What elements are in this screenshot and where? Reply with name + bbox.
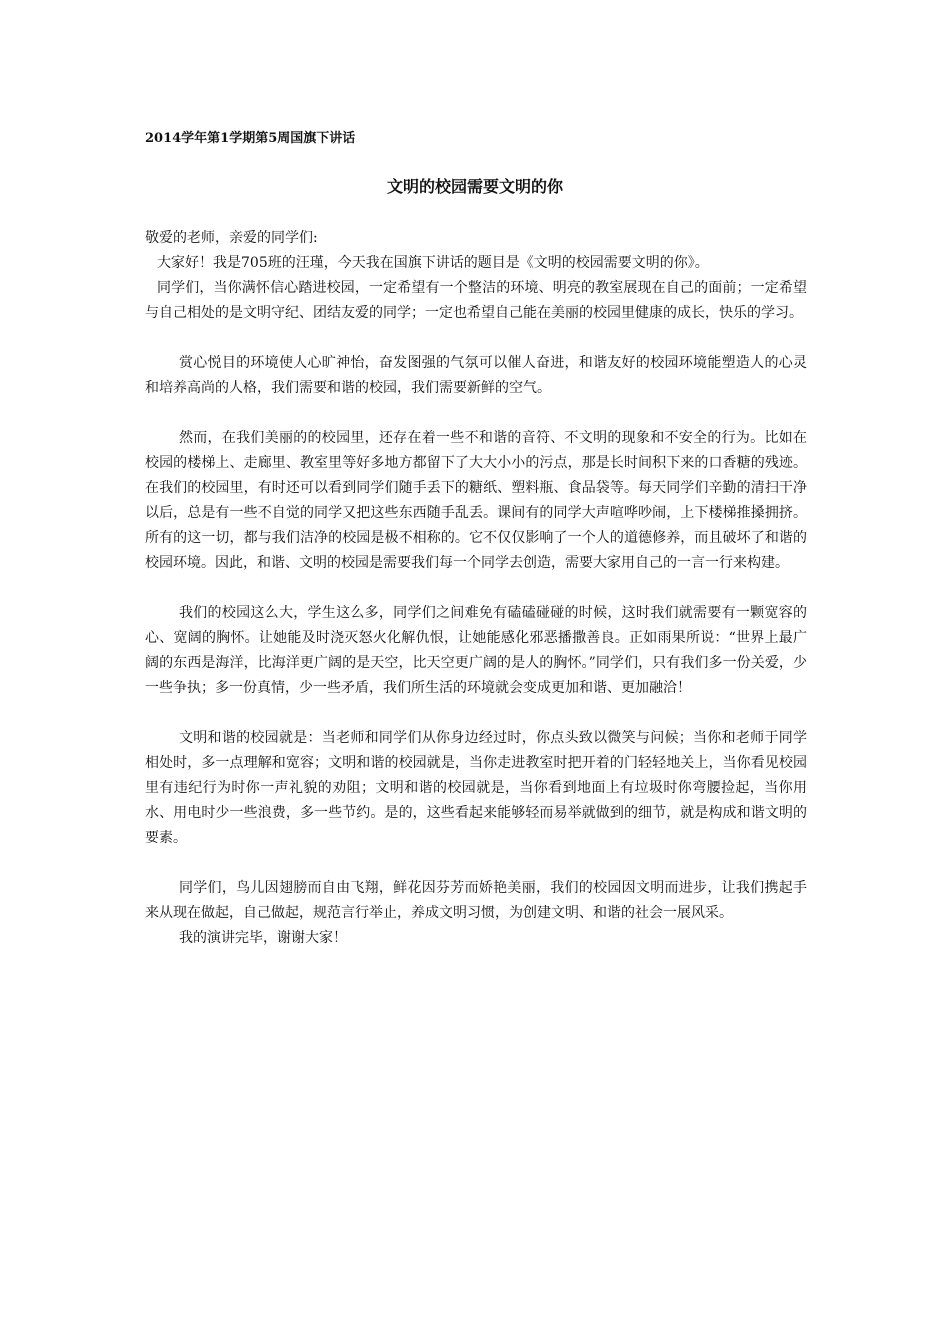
closing-line: 我的演讲完毕，谢谢大家！ bbox=[179, 930, 347, 946]
paragraph-1: 同学们，当你满怀信心踏进校园，一定希望有一个整洁的环境、明亮的教室展现在自己的面前；一定希望与自己相处的是文明守纪、团结友爱的同学；一定也希望自己能在美丽的校园里健康的成长，快乐的学习。 bbox=[145, 280, 807, 321]
paragraph-3: 然而，在我们美丽的的校园里，还存在着一些不和谐的音符、不文明的现象和不安全的行为。比如在校园的楼梯上、走廊里、教室里等好多地方都留下了大大小小的污点，那是长时间积下来的口香糖的残迹。在我们的校园里，有时还可以看到同学们随手丢下的糖纸、塑料瓶、食品袋等。每天同学们辛勤的清扫干净以后，总是有一些不自觉的同学又把这些东西随手乱丢。课间有的同学大声喧哗吵闹，上下楼梯推搡拥挤。所有的这一切，都与我们洁净的校园是极不相称的。它不仅仅影响了一个人的道德修养，而且破坏了和谐的校园环境。因此，和谐、文明的校园是需要我们每一个同学去创造，需要大家用自己的一言一行来构建。 bbox=[145, 430, 807, 571]
speech-title: 文明的校园需要文明的你 bbox=[386, 177, 563, 196]
paragraph-6: 同学们，鸟儿因翅膀而自由飞翔，鲜花因芬芳而娇艳美丽，我们的校园因文明而进步，让我们携起手来从现在做起，自己做起，规范言行举止，养成文明习惯，为创建文明、和谐的社会一展风采。 bbox=[145, 880, 807, 921]
speech-body bbox=[145, 226, 807, 951]
speech-header: 2014学年第1学期第5周国旗下讲话 bbox=[145, 131, 356, 146]
paragraph-2: 赏心悦目的环境使人心旷神怡，奋发图强的气氛可以催人奋进，和谐友好的校园环境能塑造人的心灵和培养高尚的人格，我们需要和谐的校园，我们需要新鲜的空气。 bbox=[145, 355, 807, 396]
salutation: 敬爱的老师，亲爱的同学们: bbox=[145, 230, 318, 246]
greeting: 大家好！我是705班的汪瑾，今天我在国旗下讲话的题目是《文明的校园需要文明的你》。 bbox=[157, 255, 709, 271]
paragraph-5: 文明和谐的校园就是：当老师和同学们从你身边经过时，你点头致以微笑与问候；当你和老师于同学相处时，多一点理解和宽容；文明和谐的校园就是，当你走进教室时把开着的门轻轻地关上，当你看见校园里有违纪行为时你一声礼貌的劝阻；文明和谐的校园就是，当你看到地面上有垃圾时你弯腰捡起，当你用水、用电时少一些浪费，多一些节约。是的，这些看起来能够轻而易举就做到的细节，就是构成和谐文明的要素。 bbox=[145, 730, 807, 846]
paragraph-4: 我们的校园这么大，学生这么多，同学们之间难免有磕磕碰碰的时候，这时我们就需要有一颗宽容的心、宽阔的胸怀。让她能及时浇灭怒火化解仇恨，让她能感化邪恶播撒善良。正如雨果所说：“世界上最广阔的东西是海洋，比海洋更广阔的是天空，比天空更广阔的是人的胸怀。”同学们，只有我们多一份关爱，少一些争执；多一份真情，少一些矛盾，我们所生活的环境就会变成更加和谐、更加融洽！ bbox=[145, 605, 807, 696]
